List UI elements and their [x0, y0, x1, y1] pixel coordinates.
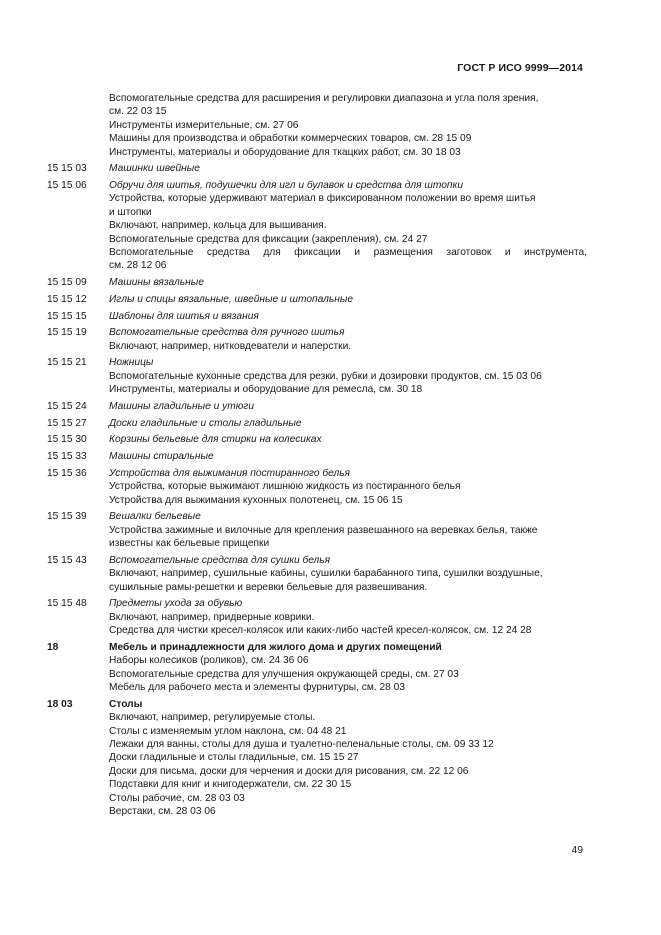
entry-code: 15 15 48 [47, 598, 87, 610]
entry-code: 15 15 09 [47, 277, 87, 289]
entry-body [109, 310, 587, 323]
entry-line: Вспомогательные средства для фиксации (закрепления), см. 24 27 [109, 233, 428, 245]
entry-row [47, 400, 587, 413]
entry-title: Мебель и принадлежности для жилого дома и других помещений [109, 641, 442, 653]
entry-row [47, 179, 587, 273]
entry-body [109, 276, 587, 289]
entry-row [47, 597, 587, 637]
entry-line: Вспомогательные средства для расширения и регулировки диапазона и угла поля зрения, [109, 93, 539, 104]
entry-title: Вешалки бельевые [109, 511, 201, 523]
entry-title: Ножницы [109, 357, 154, 369]
entry-line: Устройства, которые удерживают материал в фиксированном положении во время шитья [109, 193, 536, 205]
entry-body [109, 698, 587, 819]
entry-row [47, 641, 587, 695]
entry-code: 15 15 36 [47, 467, 87, 479]
entry-code [47, 92, 109, 159]
entry-title: Устройства для выжимания постиранного белья [109, 467, 350, 479]
entry-code: 15 15 03 [47, 163, 87, 175]
entry-body [109, 162, 587, 175]
entry-line: Вспомогательные средства для фиксации и размещения заготовок и инструмента, [109, 247, 587, 259]
entry-row [47, 162, 587, 175]
entry-body [109, 641, 587, 695]
entry-row [47, 450, 587, 463]
entry-line: известны как бельевые прищепки [109, 538, 270, 550]
entry-code: 15 15 19 [47, 327, 87, 339]
entry-row [47, 433, 587, 446]
entry-title: Обручи для шитья, подушечки для игл и булавок и средства для штопки [109, 180, 463, 192]
entry-line: см. 22 03 15 [109, 106, 167, 118]
entry-code: 15 15 30 [47, 434, 87, 446]
entry-line: Машины для производства и обработки коммерческих товаров, см. 28 15 09 [109, 133, 472, 145]
entry-row [47, 417, 587, 430]
entry-body [109, 554, 587, 594]
entry-line: Включают, например, кольца для вышивания. [109, 220, 327, 232]
entry-title: Иглы и спицы вязальные, швейные и штопальные [109, 293, 354, 305]
entry-line: Устройства, которые выжимают лишнюю жидкость из постиранного белья [109, 481, 461, 493]
entry-line: Инструменты, материалы и оборудование для ткацких работ, см. 30 18 03 [109, 146, 461, 158]
entry-row [47, 92, 587, 159]
entry-line: Вспомогательные кухонные средства для резки, рубки и дозировки продуктов, см. 15 03 06 [109, 370, 542, 382]
entry-body [109, 597, 587, 637]
entry-row [47, 310, 587, 323]
entry-line: Лежаки для ванны, столы для душа и туалетно-пеленальные столы, см. 09 33 12 [109, 738, 494, 750]
entry-body [109, 417, 587, 430]
entry-row [47, 276, 587, 289]
entry-line: Включают, например, регулируемые столы. [109, 712, 316, 724]
entry-title: Столы [109, 698, 143, 710]
entry-title: Машины стиральные [109, 451, 214, 463]
entry-line: и штопки [109, 206, 152, 218]
entry-line: Включают, например, сушильные кабины, сушилки барабанного типа, сушилки воздушные, [109, 568, 543, 580]
classification-list [47, 92, 587, 822]
entry-title: Доски гладильные и столы гладильные [109, 417, 302, 429]
entry-body [109, 92, 587, 159]
entry-line: Инструменты измерительные, см. 27 06 [109, 119, 299, 131]
entry-line: Доски гладильные и столы гладильные, см. 15 15 27 [109, 752, 359, 764]
entry-body [109, 179, 587, 273]
entry-line: см. 28 12 06 [109, 260, 167, 272]
entry-line: Мебель для рабочего места и элементы фурнитуры, см. 28 03 [109, 682, 406, 693]
entry-code: 15 15 21 [47, 357, 87, 369]
entry-code: 15 15 33 [47, 451, 87, 463]
entry-line: Доски для письма, доски для черчения и доски для рисования, см. 22 12 06 [109, 765, 469, 777]
entry-code: 15 15 15 [47, 310, 87, 322]
entry-title: Машины вязальные [109, 277, 204, 289]
entry-code: 15 15 12 [47, 293, 87, 305]
entry-line: сушильные рамы-решетки и веревки бельевые для развешивания. [109, 581, 428, 593]
entry-body [109, 400, 587, 413]
entry-line: Столы рабочие, см. 28 03 03 [109, 792, 245, 804]
entry-body [109, 450, 587, 463]
entry-code: 15 15 39 [47, 511, 87, 523]
entry-code: 15 15 24 [47, 400, 87, 412]
entry-line: Подставки для книг и книгодержатели, см. 22 30 15 [109, 779, 352, 791]
entry-code: 18 03 [47, 698, 73, 710]
entry-title: Предметы ухода за обувью [109, 598, 243, 610]
entry-row [47, 510, 587, 550]
entry-row [47, 356, 587, 396]
entry-title: Вспомогательные средства для сушки белья [109, 554, 331, 566]
page-number: 49 [571, 845, 583, 856]
entry-code: 15 15 43 [47, 554, 87, 566]
entry-title: Шаблоны для шитья и вязания [109, 310, 259, 322]
entry-row [47, 698, 587, 819]
entry-body [109, 326, 587, 353]
entry-line: Верстаки, см. 28 03 06 [109, 805, 216, 817]
entry-body [109, 467, 587, 507]
entry-title: Вспомогательные средства для ручного шитья [109, 327, 345, 339]
entry-line: Включают, например, придверные коврики. [109, 611, 315, 623]
entry-body [109, 510, 587, 550]
entry-title: Корзины бельевые для стирки на колесиках [109, 434, 322, 446]
entry-row [47, 554, 587, 594]
entry-body [109, 293, 587, 306]
entry-row [47, 467, 587, 507]
entry-title: Машины гладильные и утюги [109, 400, 255, 412]
entry-body [109, 433, 587, 446]
entry-line: Устройства для выжимания кухонных полотенец, см. 15 06 15 [109, 494, 403, 506]
entry-row [47, 326, 587, 353]
entry-code: 15 15 27 [47, 417, 87, 429]
entry-row [47, 293, 587, 306]
entry-line: Наборы колесиков (роликов), см. 24 36 06 [109, 655, 309, 667]
entry-line: Инструменты, материалы и оборудование для ремесла, см. 30 18 [109, 384, 423, 396]
entry-line: Средства для чистки кресел-колясок или каких-либо частей кресел-колясок, см. 12 24 28 [109, 625, 532, 637]
entry-line: Столы с изменяемым углом наклона, см. 04 48 21 [109, 725, 347, 737]
entry-line: Вспомогательные средства для улучшения окружающей среды, см. 27 03 [109, 668, 459, 680]
standard-designation: ГОСТ Р ИСО 9999—2014 [457, 62, 583, 74]
entry-line: Включают, например, нитковдеватели и наперстки. [109, 340, 352, 352]
entry-code: 15 15 06 [47, 180, 87, 192]
entry-line: Устройства зажимные и вилочные для крепления развешанного на веревках белья, также [109, 524, 538, 536]
entry-code: 18 [47, 641, 59, 653]
entry-title: Машинки швейные [109, 163, 200, 175]
entry-body [109, 356, 587, 396]
